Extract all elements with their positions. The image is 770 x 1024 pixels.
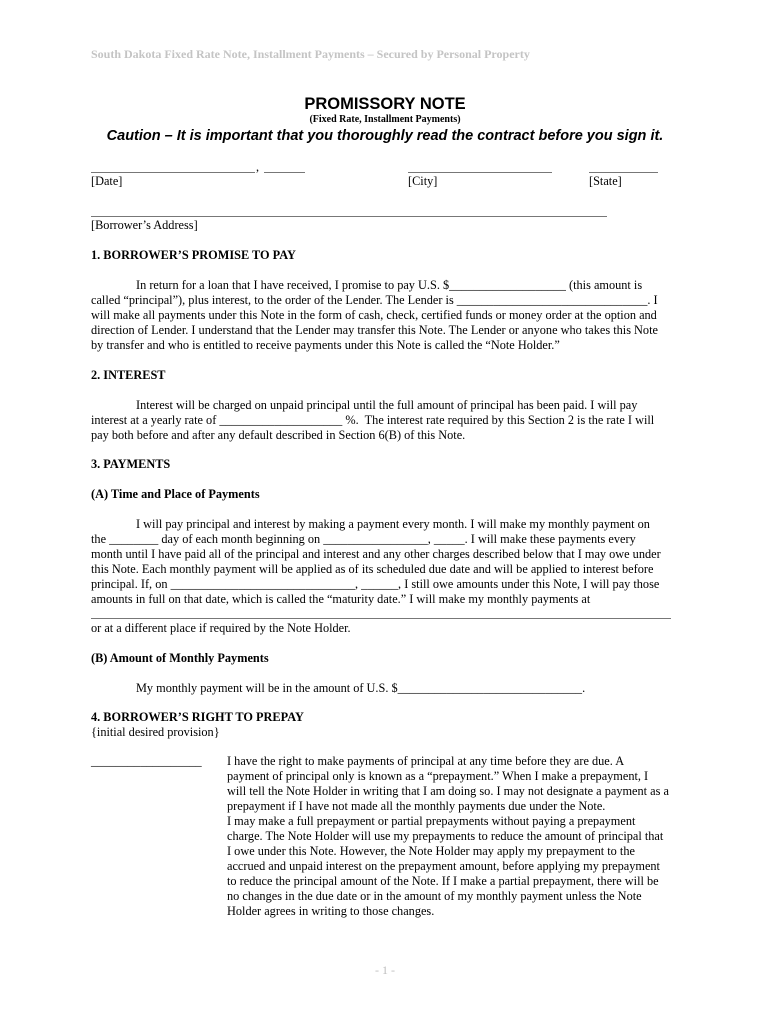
section-2-line: pay both before and after any default described in Section 6(B) of this Note. (91, 428, 466, 442)
section-3a-line: the ________ day of each month beginning on _________________, _____. I will make these payments every (91, 532, 636, 546)
year-field-line[interactable] (264, 172, 305, 173)
date-label: [Date] (91, 174, 123, 188)
section-3a-after-line: or at a different place if required by the Note Holder. (91, 621, 351, 635)
section-3a-line: principal. If, on ______________________________, ______, I still owe amounts under this Note, I will pay those (91, 577, 660, 591)
section-2-line: interest at a yearly rate of ____________________ %. The interest rate required by this Section 2 is the rate I will (91, 413, 655, 427)
section-4-line: Holder agrees in writing to those changes. (227, 904, 435, 918)
initial-field-blank[interactable]: __________________ (91, 754, 202, 768)
section-4-line: prepayment if I have not made all the monthly payments due under the Note. (227, 799, 606, 813)
section-4-line: accrued and unpaid interest on the prepayment amount, before applying my prepayment (227, 859, 660, 873)
initial-provision-note: {initial desired provision} (91, 725, 220, 739)
page-subtitle: (Fixed Rate, Installment Payments) (309, 114, 461, 125)
section-3a-line: I will pay principal and interest by making a payment every month. I will make my monthly payment on (136, 517, 650, 531)
section-4-line: will tell the Note Holder in writing that I am doing so. I may not designate a payment as a (227, 784, 669, 798)
city-field-line[interactable] (408, 172, 552, 173)
date-separator: , (256, 160, 260, 174)
city-label: [City] (408, 174, 438, 188)
section-3b-subheading: (B) Amount of Monthly Payments (91, 651, 269, 665)
section-4-line: payment of principal only is known as a “prepayment.” When I make a prepayment, I (227, 769, 649, 783)
section-4-line: I have the right to make payments of principal at any time before they are due. A (227, 754, 625, 768)
page-title: PROMISSORY NOTE (304, 95, 466, 113)
section-3a-line: month until I have paid all of the principal and interest and any other charges described below that I may owe under (91, 547, 661, 561)
section-1-line: by transfer and who is entitled to receive payments under this Note is called the “Note Holder.” (91, 338, 560, 352)
section-1-line: direction of Lender. I understand that the Lender may transfer this Note. The Lender or anyone who takes this Note (91, 323, 658, 337)
caution-notice: Caution – It is important that you thoroughly read the contract before you sign it. (106, 128, 664, 144)
section-1-line: called “principal”), plus interest, to the order of the Lender. The Lender is _______________________________. I (91, 293, 658, 307)
borrower-address-label: [Borrower’s Address] (91, 218, 198, 232)
section-2-heading: 2. INTEREST (91, 368, 166, 382)
section-4-line: I owe under this Note. However, the Note Holder may apply my prepayment to the (227, 844, 635, 858)
section-3b-line: My monthly payment will be in the amount of U.S. $______________________________. (136, 681, 586, 695)
date-field-line[interactable] (91, 172, 255, 173)
section-4-heading: 4. BORROWER’S RIGHT TO PREPAY (91, 710, 304, 724)
section-1-heading: 1. BORROWER’S PROMISE TO PAY (91, 248, 296, 262)
section-4-line: to reduce the principal amount of the Note. If I make a partial prepayment, there will be (227, 874, 659, 888)
section-2-line: Interest will be charged on unpaid principal until the full amount of principal has been paid. I will pay (136, 398, 638, 412)
borrower-address-line[interactable] (91, 216, 607, 217)
section-3a-subheading: (A) Time and Place of Payments (91, 487, 260, 501)
section-4-line: charge. The Note Holder will use my prepayments to reduce the amount of principal that (227, 829, 664, 843)
section-3a-line: amounts in full on that date, which is called the “maturity date.” I will make my monthly payments at (91, 592, 591, 606)
section-4-line: I may make a full prepayment or partial prepayments without paying a prepayment (227, 814, 636, 828)
page-number: - 1 - (375, 963, 395, 977)
section-1-line: In return for a loan that I have received, I promise to pay U.S. $___________________ (this amount is (136, 278, 643, 292)
section-3-heading: 3. PAYMENTS (91, 457, 171, 471)
section-1-line: will make all payments under this Note in the form of cash, check, certified funds or money order at the option and (91, 308, 657, 322)
document-header: South Dakota Fixed Rate Note, Installment Payments – Secured by Personal Property (91, 47, 530, 61)
payment-place-line[interactable] (91, 618, 671, 619)
state-field-line[interactable] (589, 172, 658, 173)
section-4-line: no changes in the due date or in the amount of my monthly payment unless the Note (227, 889, 642, 903)
state-label: [State] (589, 174, 622, 188)
section-3a-line: this Note. Each monthly payment will be applied as of its scheduled due date and will be applied to interest before (91, 562, 654, 576)
